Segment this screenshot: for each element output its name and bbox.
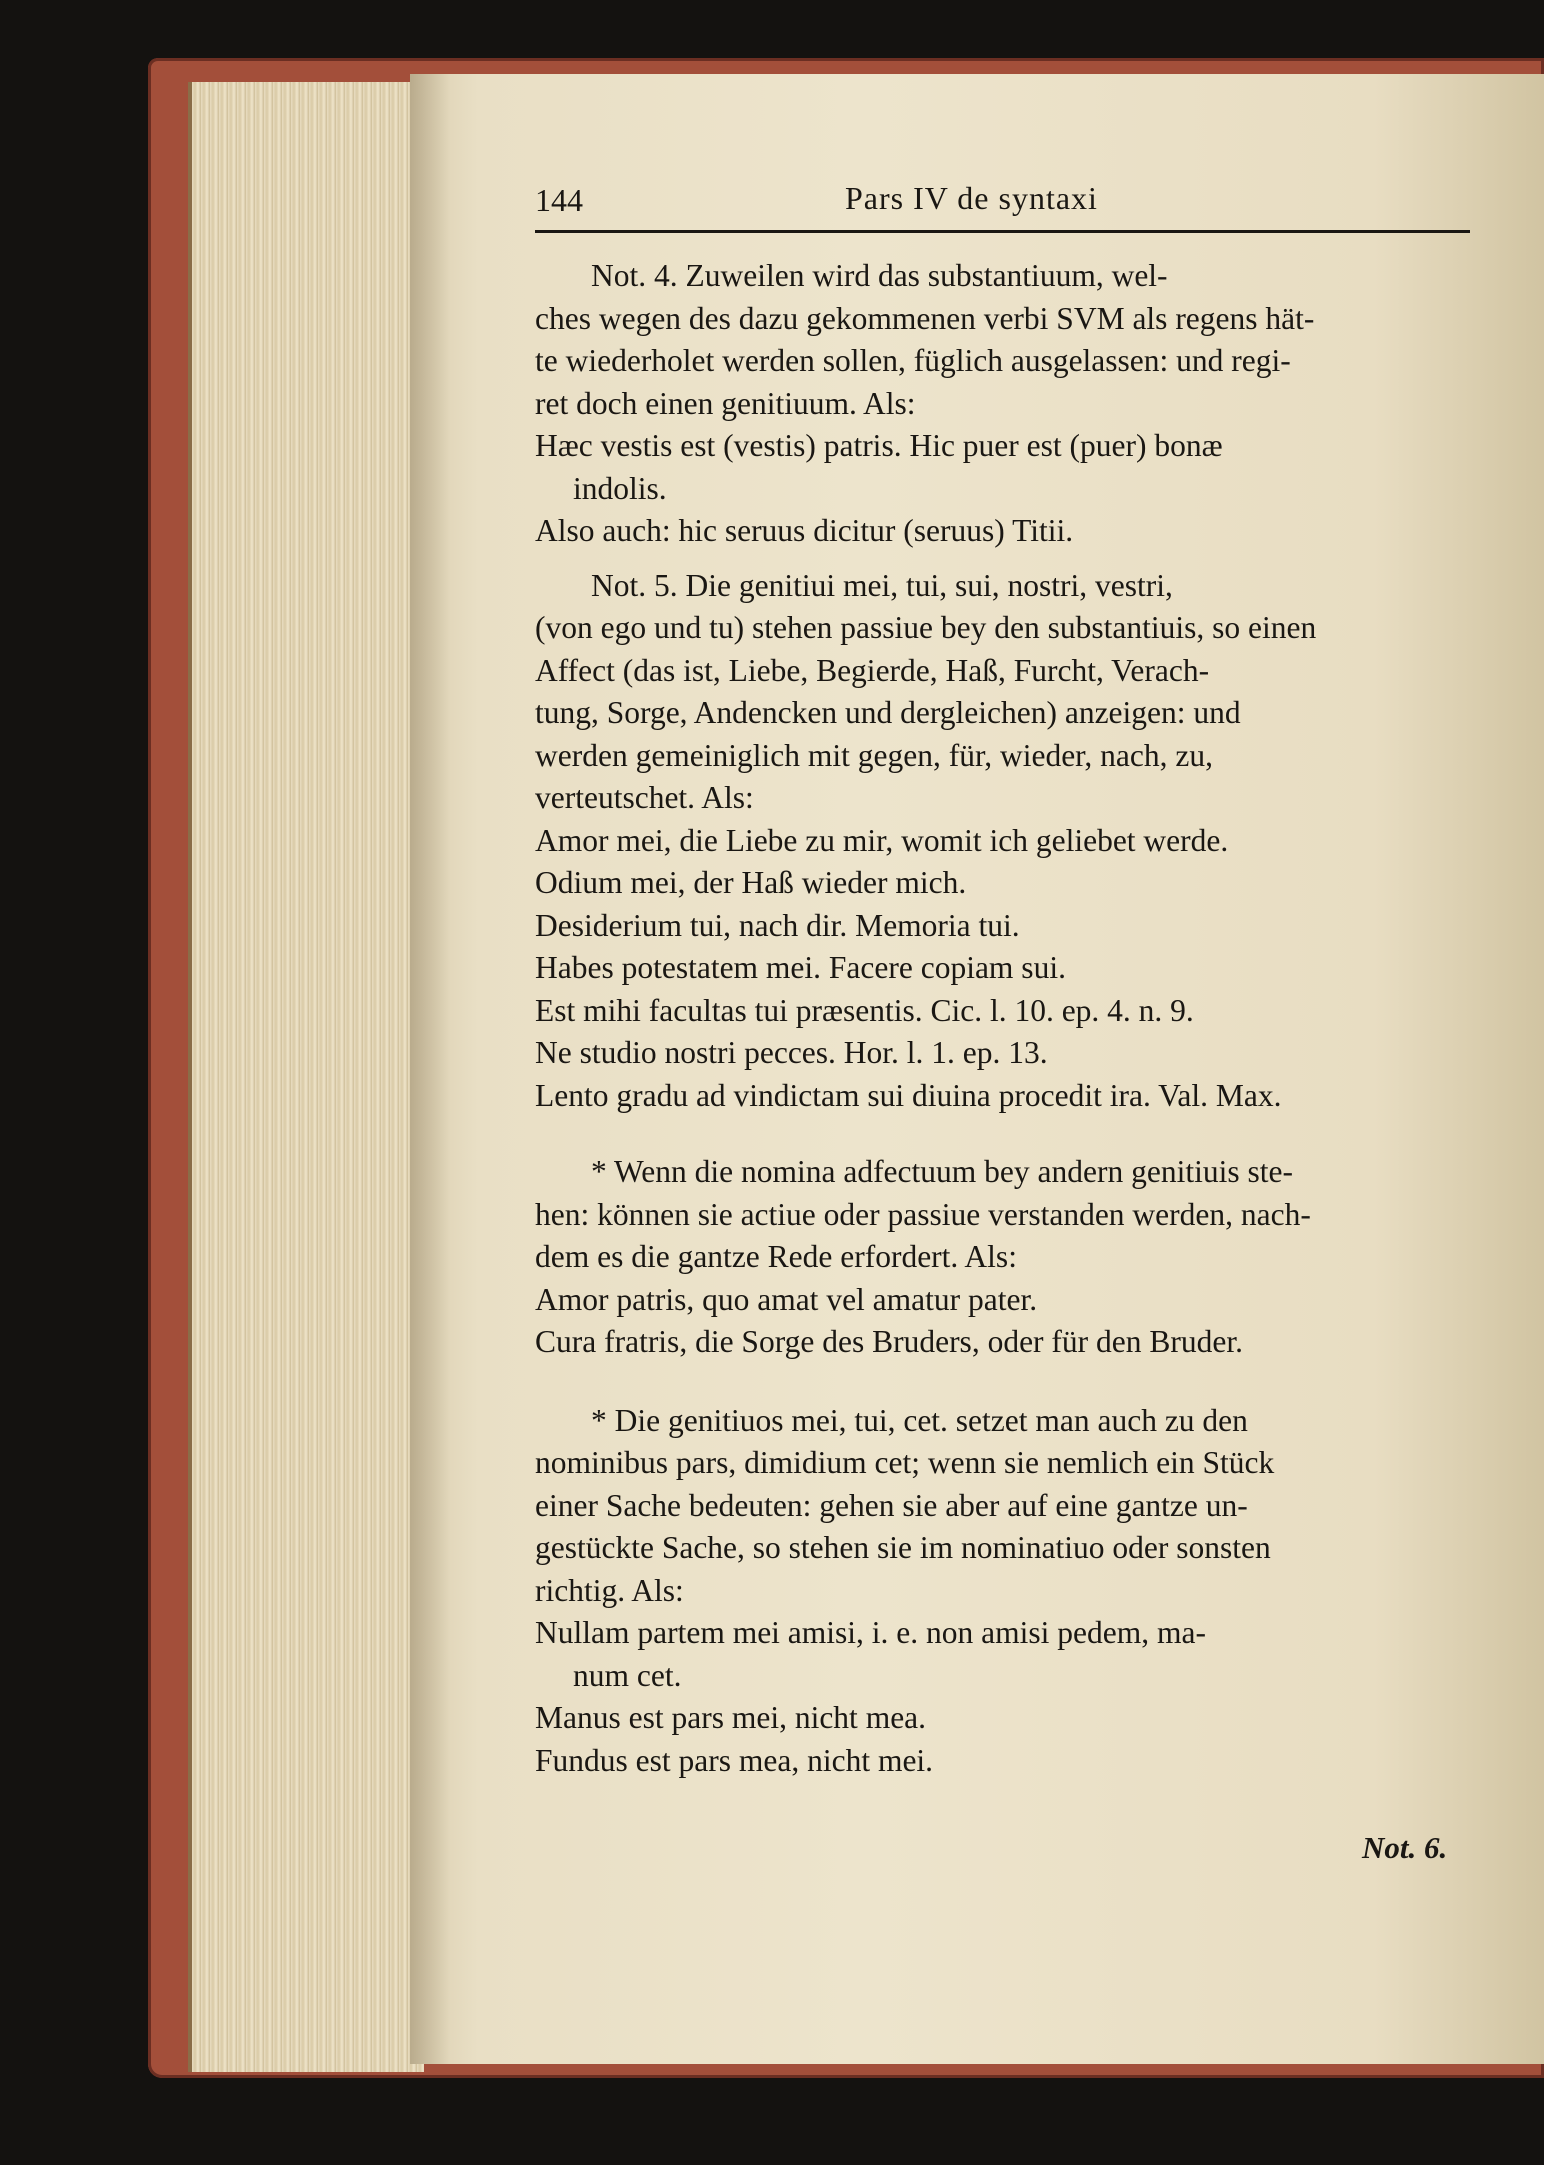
page-edges (188, 82, 424, 2072)
running-title: Pars IV de syntaxi (845, 180, 1098, 216)
paragraph-note4 (535, 255, 1470, 553)
text-line: Ne studio nostri pecces. Hor. l. 1. ep. 13. (535, 1035, 1048, 1070)
paragraph-star1 (535, 1151, 1470, 1364)
block-spacer (535, 1364, 1470, 1400)
text-line: Cura fratris, die Sorge des Bruders, oder für den Bruder. (535, 1324, 1243, 1359)
text-line: dem es die gantze Rede erfordert. Als: (535, 1239, 1017, 1274)
text-line: gestückte Sache, so stehen sie im nominatiuo oder sonsten (535, 1530, 1271, 1565)
paragraph-star2 (535, 1400, 1470, 1783)
text-line: num cet. (573, 1657, 682, 1693)
text-line: ches wegen des dazu gekommenen verbi SVM als regens hät- (535, 300, 1315, 336)
text-line: ret doch einen genitiuum. Als: (535, 385, 916, 421)
text-line: Est mihi facultas tui præsentis. Cic. l. 10. ep. 4. n. 9. (535, 992, 1194, 1028)
text-line: Desiderium tui, nach dir. Memoria tui. (535, 907, 1020, 943)
text-line: Habes potestatem mei. Facere copiam sui. (535, 950, 1066, 985)
paragraph-note5 (535, 565, 1470, 1118)
text-line: Amor mei, die Liebe zu mir, womit ich geliebet werde. (535, 822, 1229, 858)
text-line: Not. 5. Die genitiui mei, tui, sui, nostri, vestri, (591, 567, 1173, 603)
text-line: hen: können sie actiue oder passiue verstanden werden, nach- (535, 1196, 1311, 1232)
text-line: richtig. Als: (535, 1572, 684, 1608)
catchword: Not. 6. (1362, 1830, 1448, 1865)
text-line: Manus est pars mei, nicht mea. (535, 1700, 927, 1735)
text-line: indolis. (573, 470, 667, 506)
text-line: Fundus est pars mea, nicht mei. (535, 1742, 934, 1778)
text-line: te wiederholet werden sollen, füglich ausgelassen: und regi- (535, 343, 1291, 378)
page-body (535, 243, 1470, 1782)
page-number: 144 (535, 182, 583, 218)
text-line: * Die genitiuos mei, tui, cet. setzet man auch zu den (591, 1402, 1248, 1438)
text-line: Odium mei, der Haß wieder mich. (535, 865, 967, 900)
text-line: (von ego und tu) stehen passiue bey den substantiuis, so einen (535, 610, 1317, 645)
text-line: Amor patris, quo amat vel amatur pater. (535, 1281, 1038, 1317)
gutter-shadow (410, 74, 450, 2064)
text-line: verteutschet. Als: (535, 780, 754, 815)
block-spacer (535, 243, 1470, 255)
text-line: Nullam partem mei amisi, i. e. non amisi pedem, ma- (535, 1615, 1206, 1650)
page-text (535, 170, 1470, 1782)
text-line: Hæc vestis est (vestis) patris. Hic puer est (puer) bonæ (535, 428, 1223, 463)
text-line: nominibus pars, dimidium cet; wenn sie nemlich ein Stück (535, 1445, 1275, 1480)
text-line: * Wenn die nomina adfectuum bey andern genitiuis ste- (591, 1154, 1293, 1189)
text-line: Affect (das ist, Liebe, Begierde, Haß, Furcht, Verach- (535, 652, 1210, 688)
block-spacer (535, 1117, 1470, 1151)
text-line: Not. 4. Zuweilen wird das substantiuum, wel- (591, 258, 1168, 293)
page-header (535, 170, 1470, 230)
text-line: Also auch: hic seruus dicitur (seruus) Titii. (535, 513, 1074, 548)
text-line: werden gemeiniglich mit gegen, für, wieder, nach, zu, (535, 737, 1213, 773)
text-line: einer Sache bedeuten: gehen sie aber auf eine gantze un- (535, 1487, 1248, 1523)
header-rule (535, 230, 1470, 233)
text-line: Lento gradu ad vindictam sui diuina procedit ira. Val. Max. (535, 1077, 1282, 1113)
text-line: tung, Sorge, Andencken und dergleichen) anzeigen: und (535, 695, 1241, 730)
block-spacer (535, 553, 1470, 565)
